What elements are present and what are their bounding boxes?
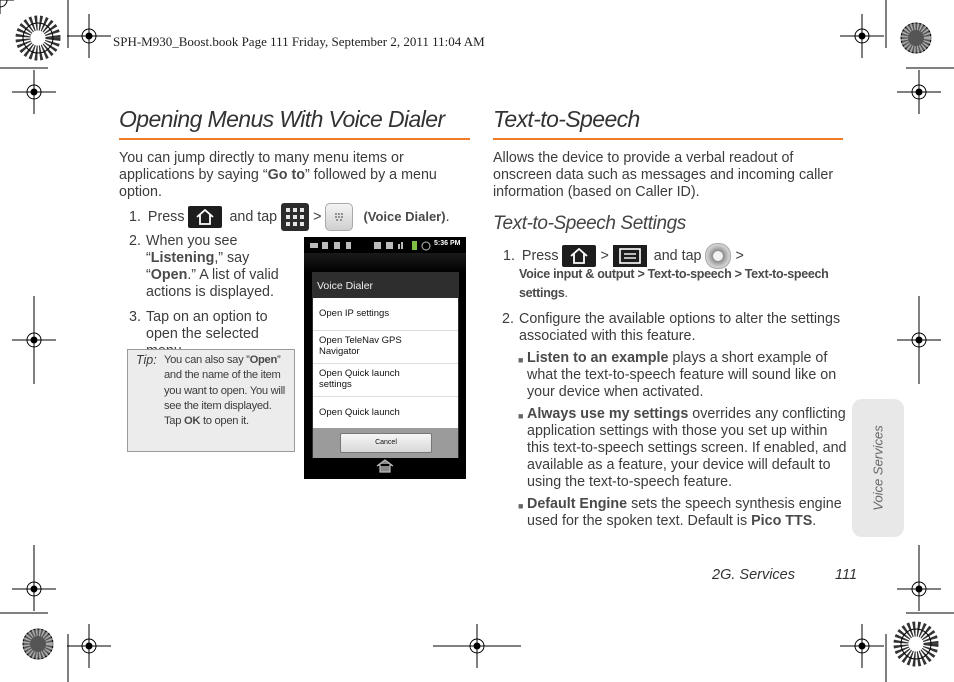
left-step-2: When you see “Listening,” say “Open.” A list of valid actions is displayed. [146, 233, 279, 300]
dialog-footer [313, 428, 458, 458]
left-intro: You can jump directly to many menu items or applications by saying “Go to” followed by a menu option. [119, 150, 437, 200]
status-bar [304, 237, 466, 253]
bullet-listen-example: Listen to an example plays a short example of what the text-to-speech feature will sound like on your device when activated. [527, 350, 837, 400]
home-key-icon [188, 206, 222, 228]
left-step-3-num: 3. [129, 309, 141, 325]
dialog-list [313, 298, 458, 428]
phone-screenshot [304, 237, 466, 479]
right-step-2-num: 2. [502, 311, 514, 327]
bullet-icon: ■ [518, 355, 524, 365]
right-step-1-path: Voice input & output > Text-to-speech > Text-to-speech settings. [519, 267, 829, 300]
applications-grid-icon [281, 203, 309, 231]
tip-text: You can also say ”Open” and the name of the item you want to open. You will see the item displayed. Tap OK to open it. [164, 354, 285, 428]
right-step-1: 1. Press > and tap > [503, 243, 853, 269]
footer-section: 2G. Services [712, 567, 795, 583]
tip-label: Tip: [136, 353, 157, 367]
side-tab-label: Voice Services [870, 425, 886, 511]
left-step-2-num: 2. [129, 233, 141, 249]
section-side-tab [852, 399, 904, 537]
list-item[interactable]: Open Quick launch settings [313, 364, 458, 397]
bullet-always-use: Always use my settings overrides any conflicting application settings with those you set up within this text-to-speech settings screen. If enabled, and available as a feature, your device will default to using the text-to-speech feature. [527, 406, 847, 490]
dialog-title: Voice Dialer [317, 280, 374, 292]
bullet-icon: ■ [518, 501, 524, 511]
list-item[interactable]: Open IP settings [313, 298, 458, 331]
left-heading-rule [119, 138, 470, 140]
home-key-icon [562, 245, 596, 267]
page-number: 111 [835, 567, 858, 583]
list-item[interactable]: Open TeleNav GPS Navigator [313, 331, 458, 364]
bullet-default-engine: Default Engine sets the speech synthesis engine used for the spoken text. Default is Pico TTS. [527, 496, 842, 529]
tip-box [127, 349, 295, 452]
right-subheading: Text-to-Speech Settings [493, 213, 686, 234]
right-heading-rule [493, 138, 843, 140]
voice-dialer-icon [325, 203, 353, 231]
bullet-icon: ■ [518, 411, 524, 421]
left-heading: Opening Menus With Voice Dialer [119, 106, 445, 132]
right-intro: Allows the device to provide a verbal readout of onscreen data such as messages and incoming caller information (based on Caller ID). [493, 150, 834, 200]
right-heading: Text-to-Speech [493, 106, 640, 132]
menu-key-icon [613, 245, 647, 267]
home-icon [376, 459, 394, 473]
right-step-2: Configure the available options to alter the settings associated with this feature. [519, 311, 841, 344]
status-time: 5:36 PM [434, 240, 461, 247]
status-icons [308, 239, 433, 253]
left-step-1: 1. Press and tap > (Voice Dialer). [129, 203, 479, 231]
voice-dialer-dialog [312, 272, 459, 458]
cancel-button[interactable]: Cancel [340, 433, 432, 453]
home-dock-bg [304, 253, 466, 273]
list-item[interactable]: Open Quick launch [319, 407, 400, 418]
left-step-3: Tap on an option to open the selected [146, 309, 268, 342]
printer-slug: SPH-M930_Boost.book Page 111 Friday, September 2, 2011 11:04 AM [113, 34, 485, 49]
